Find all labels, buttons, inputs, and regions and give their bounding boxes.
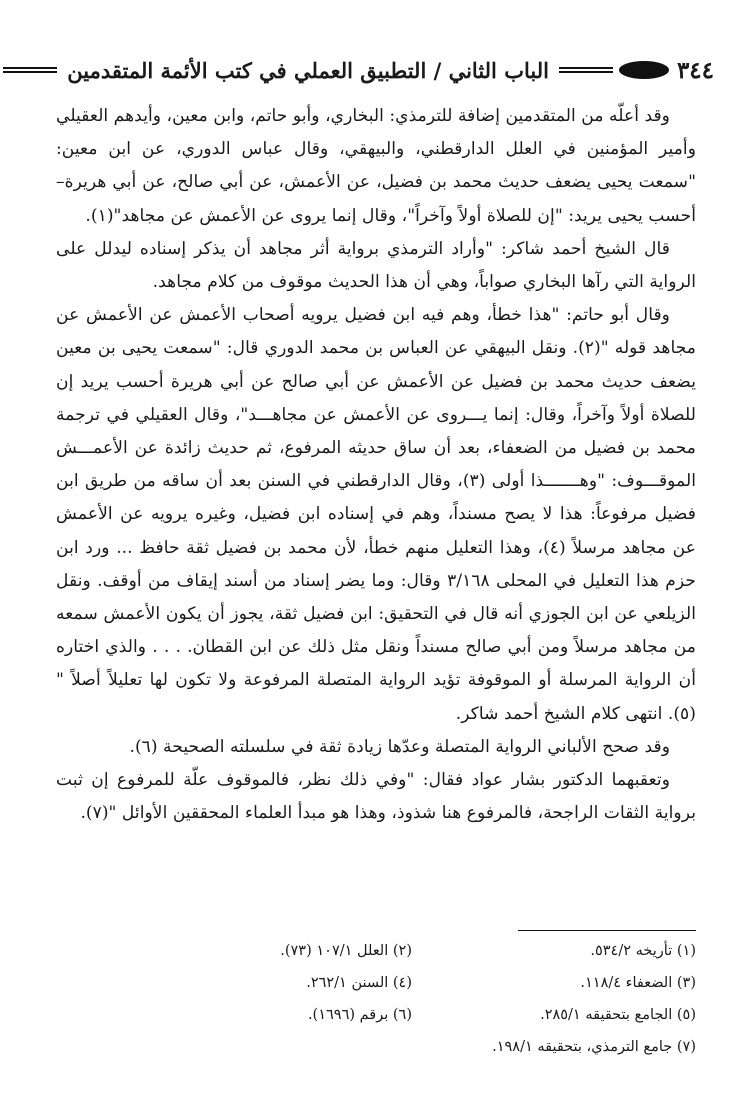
footnote-row xyxy=(56,999,696,1031)
page-number-ornament xyxy=(619,61,669,79)
footnote: (٢) العلل ١٠٧/١ (٧٣). xyxy=(280,943,412,959)
page-number: ٣٤٤ xyxy=(676,56,714,84)
footnote: (١) تأريخه ٥٣٤/٢. xyxy=(590,943,696,959)
running-title: الباب الثاني / التطبيق العملي في كتب الأئمة المتقدمين xyxy=(67,57,549,83)
footnotes xyxy=(56,935,696,1063)
page-header xyxy=(60,48,714,92)
paragraph: وقال أبو حاتم: "هذا خطأ، وهم فيه ابن فضيل يرويه أصحاب الأعمش عن الأعمش عن مجاهد قوله "(٢). ونقل البيهقي عن العباس بن محمد الدوري قال: "سمعت يحيى بن معين يضعف حديث محمد بن فضيل عن الأعمش عن أبي صالح عن أبي هريرة أحسب يريد إن للصلاة أولاً وآخراً، وقال: إنما يـــروى عن الأعمش عن مجاهـــد"، وقال العقيلي في ترجمة محمد بن فضيل من الضعفاء، بعد أن ساق حديثه المرفوع، ثم حديث زائدة عن الأعمـــش الموقـــوف: "وهـــــــذا أولى (٣)، وقال الدارقطني في السنن بعد أن ساقه من طريق ابن فضيل مرفوعاً: هذا لا يصح مسنداً، وهم في إسناده ابن فضيل، وغيره يرويه عن الأعمش عن مجاهد مرسلاً (٤)، وهذا التعليل منهم خطأ، لأن محمد بن فضيل ثقة حافظ ... ورد ابن حزم هذا التعليل في المحلى ٣/١٦٨ وقال: وما يضر إسناد من أسند إيقاف من أوقف. ونقل الزيلعي عن ابن الجوزي أنه قال في التحقيق: ابن فضيل ثقة، يجوز أن يكون الأعمش سمعه من مجاهد مرسلاً ومن أبي صالح مسنداً ونقل مثل ذلك عن ابن القطان. . . . والذي اختاره أن الرواية المرسلة أو الموقوفة تؤيد الرواية المتصلة المرفوعة ولا تكون لها تعليلاً أصلاً "(٥). انتهى كلام الشيخ أحمد شاكر. xyxy=(56,305,697,724)
footnote: (٣) الضعفاء ١١٨/٤. xyxy=(580,975,696,991)
footnote: (٦) برقم (١٦٩٦). xyxy=(307,1007,412,1023)
footnote: (٤) السنن ٢٦٢/١. xyxy=(306,975,412,991)
footnote-row xyxy=(56,1031,696,1063)
paragraph: وقد أعلّه من المتقدمين إضافة للترمذي: البخاري، وأبو حاتم، وابن معين، وأيدهم العقيلي وأمير المؤمنين في العلل الدارقطني، والبيهقي، وقال عباس الدوري، عن ابن معين: "سمعت يحيى يضعف حديث محمد بن فضيل، عن الأعمش، عن أبي صالح، عن أبي هريرة– أحسب يحيى يريد: "إن للصلاة أولاً وآخراً"، وقال إنما يروى عن الأعمش عن مجاهد"(١). xyxy=(56,106,696,226)
footnote-separator xyxy=(518,930,696,931)
paragraph: وتعقبهما الدكتور بشار عواد فقال: "وفي ذلك نظر، فالموقوف علّة للمرفوع إن ثبت برواية الثقات الراجحة، فالمرفوع هنا شذوذ، وهذا هو مبدأ العلماء المحققين الأوائل "(٧). xyxy=(56,770,696,824)
footnote: (٧) جامع الترمذي، بتحقيقه ١٩٨/١. xyxy=(492,1039,696,1055)
footnote: (٥) الجامع بتحقيقه ٢٨٥/١. xyxy=(540,1007,696,1023)
header-rule-left xyxy=(3,67,57,73)
paragraph: وقد صحح الألباني الرواية المتصلة وعدّها زيادة ثقة في سلسلته الصحيحة (٦). xyxy=(129,736,670,757)
footnote-row xyxy=(56,967,696,999)
footnote-row xyxy=(56,935,696,967)
main-text xyxy=(56,100,696,830)
paragraph: قال الشيخ أحمد شاكر: "وأراد الترمذي برواية أثر مجاهد أن يذكر إسناده ليدلل على الرواية التي رآها البخاري صواباً، وهي أن هذا الحديث موقوف من كلام مجاهد. xyxy=(56,238,696,293)
header-rule-right xyxy=(559,67,613,73)
